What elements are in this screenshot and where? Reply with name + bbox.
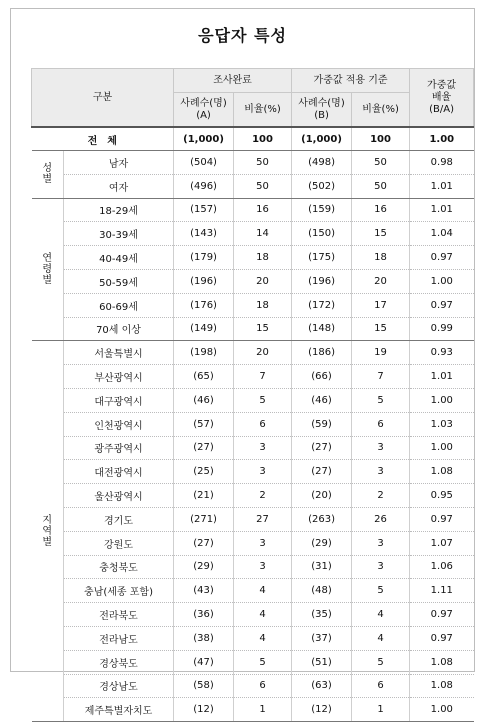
cases-a: (176) xyxy=(174,293,234,317)
table-row xyxy=(32,365,474,389)
pct-b: 26 xyxy=(352,507,410,531)
pct-b: 6 xyxy=(352,412,410,436)
pct-a: 16 xyxy=(234,198,292,222)
pct-a: 5 xyxy=(234,388,292,412)
document-frame xyxy=(10,8,475,718)
cases-b: (150) xyxy=(292,222,352,246)
table-row xyxy=(32,460,474,484)
cases-b: (196) xyxy=(292,269,352,293)
table-row xyxy=(32,388,474,412)
pct-a: 18 xyxy=(234,293,292,317)
table-row xyxy=(32,412,474,436)
pct-a: 3 xyxy=(234,436,292,460)
group-label-text: 연령별 xyxy=(42,252,53,286)
weight-ratio: 0.97 xyxy=(410,293,474,317)
table-row xyxy=(32,484,474,508)
cases-a: (271) xyxy=(174,507,234,531)
weight-ratio: 0.97 xyxy=(410,603,474,627)
cases-a: (58) xyxy=(174,674,234,698)
pct-b: 5 xyxy=(352,388,410,412)
total-row xyxy=(32,127,474,151)
weight-ratio: 0.95 xyxy=(410,484,474,508)
weight-ratio: 1.00 xyxy=(410,388,474,412)
pct-b: 19 xyxy=(352,341,410,365)
cases-b: (20) xyxy=(292,484,352,508)
pct-a: 4 xyxy=(234,626,292,650)
pct-b: 3 xyxy=(352,460,410,484)
pct-b: 5 xyxy=(352,579,410,603)
weight-ratio: 1.01 xyxy=(410,198,474,222)
row-label: 충남(세종 포함) xyxy=(64,579,174,603)
cases-b: (48) xyxy=(292,579,352,603)
header-ratio-a: 비율(%) xyxy=(234,93,292,128)
group-label xyxy=(32,341,64,722)
cases-a: (496) xyxy=(174,174,234,198)
table-row xyxy=(32,507,474,531)
table-row xyxy=(32,698,474,722)
pct-b: 20 xyxy=(352,269,410,293)
weight-ratio: 0.98 xyxy=(410,151,474,175)
pct-a: 6 xyxy=(234,412,292,436)
cases-a: (21) xyxy=(174,484,234,508)
weight-ratio: 1.00 xyxy=(410,436,474,460)
row-label: 60-69세 xyxy=(64,293,174,317)
pct-a: 4 xyxy=(234,603,292,627)
pct-b: 5 xyxy=(352,650,410,674)
row-label: 광주광역시 xyxy=(64,436,174,460)
weight-ratio: 1.00 xyxy=(410,269,474,293)
weight-ratio: 0.97 xyxy=(410,246,474,270)
cases-b: (159) xyxy=(292,198,352,222)
pct-b: 16 xyxy=(352,198,410,222)
cases-b: (27) xyxy=(292,460,352,484)
cases-b: (27) xyxy=(292,436,352,460)
table-row xyxy=(32,317,474,341)
cases-a: (27) xyxy=(174,436,234,460)
row-label: 경상남도 xyxy=(64,674,174,698)
weight-ratio: 0.99 xyxy=(410,317,474,341)
weight-ratio: 1.01 xyxy=(410,365,474,389)
total-pct-b: 100 xyxy=(352,127,410,151)
cases-b: (59) xyxy=(292,412,352,436)
weight-ratio: 1.03 xyxy=(410,412,474,436)
total-cases-a: (1,000) xyxy=(174,127,234,151)
cases-a: (36) xyxy=(174,603,234,627)
header-cases-b: 사례수(명) (B) xyxy=(292,93,352,128)
weight-ratio: 1.08 xyxy=(410,650,474,674)
row-label: 대전광역시 xyxy=(64,460,174,484)
pct-a: 1 xyxy=(234,698,292,722)
pct-a: 27 xyxy=(234,507,292,531)
row-label: 충청북도 xyxy=(64,555,174,579)
pct-b: 4 xyxy=(352,626,410,650)
cases-a: (43) xyxy=(174,579,234,603)
table-row xyxy=(32,269,474,293)
table-row xyxy=(32,555,474,579)
pct-a: 20 xyxy=(234,269,292,293)
pct-b: 3 xyxy=(352,436,410,460)
weight-ratio: 1.01 xyxy=(410,174,474,198)
row-label: 울산광역시 xyxy=(64,484,174,508)
row-label: 50-59세 xyxy=(64,269,174,293)
total-label: 전 체 xyxy=(32,127,174,151)
row-label: 30-39세 xyxy=(64,222,174,246)
cases-b: (186) xyxy=(292,341,352,365)
cases-a: (157) xyxy=(174,198,234,222)
weight-ratio: 1.00 xyxy=(410,698,474,722)
header-survey-complete: 조사완료 xyxy=(174,69,292,93)
weight-ratio: 1.04 xyxy=(410,222,474,246)
row-label: 서울특별시 xyxy=(64,341,174,365)
respondent-characteristics-table xyxy=(31,68,474,722)
cases-a: (196) xyxy=(174,269,234,293)
pct-a: 15 xyxy=(234,317,292,341)
pct-a: 6 xyxy=(234,674,292,698)
pct-a: 20 xyxy=(234,341,292,365)
pct-a: 18 xyxy=(234,246,292,270)
table-row xyxy=(32,198,474,222)
cases-a: (143) xyxy=(174,222,234,246)
cases-a: (179) xyxy=(174,246,234,270)
cases-a: (46) xyxy=(174,388,234,412)
table-row xyxy=(32,293,474,317)
row-label: 대구광역시 xyxy=(64,388,174,412)
cases-b: (175) xyxy=(292,246,352,270)
pct-a: 7 xyxy=(234,365,292,389)
pct-a: 3 xyxy=(234,531,292,555)
row-label: 강원도 xyxy=(64,531,174,555)
row-label: 인천광역시 xyxy=(64,412,174,436)
table-row xyxy=(32,603,474,627)
pct-a: 50 xyxy=(234,174,292,198)
weight-ratio: 1.07 xyxy=(410,531,474,555)
pct-b: 18 xyxy=(352,246,410,270)
document-title: 응답자 특성 xyxy=(198,26,287,45)
weight-ratio: 1.11 xyxy=(410,579,474,603)
pct-b: 4 xyxy=(352,603,410,627)
cases-b: (172) xyxy=(292,293,352,317)
total-weight-ratio: 1.00 xyxy=(410,127,474,151)
row-label: 경기도 xyxy=(64,507,174,531)
table-row xyxy=(32,174,474,198)
weight-ratio: 1.06 xyxy=(410,555,474,579)
pct-a: 2 xyxy=(234,484,292,508)
cases-a: (65) xyxy=(174,365,234,389)
cases-b: (498) xyxy=(292,151,352,175)
cases-a: (38) xyxy=(174,626,234,650)
group-label-text: 지역별 xyxy=(42,514,53,548)
table-row xyxy=(32,341,474,365)
cases-b: (263) xyxy=(292,507,352,531)
pct-a: 3 xyxy=(234,460,292,484)
cases-a: (47) xyxy=(174,650,234,674)
table-row xyxy=(32,222,474,246)
row-label: 70세 이상 xyxy=(64,317,174,341)
cases-b: (35) xyxy=(292,603,352,627)
pct-b: 15 xyxy=(352,317,410,341)
cases-a: (12) xyxy=(174,698,234,722)
header-cases-a: 사례수(명) (A) xyxy=(174,93,234,128)
cases-b: (46) xyxy=(292,388,352,412)
table-row xyxy=(32,531,474,555)
table-row xyxy=(32,650,474,674)
row-label: 경상북도 xyxy=(64,650,174,674)
cases-b: (148) xyxy=(292,317,352,341)
weight-ratio: 0.97 xyxy=(410,626,474,650)
pct-a: 3 xyxy=(234,555,292,579)
table-row xyxy=(32,579,474,603)
row-label: 40-49세 xyxy=(64,246,174,270)
table-row xyxy=(32,246,474,270)
table-row xyxy=(32,151,474,175)
header-ratio-b: 비율(%) xyxy=(352,93,410,128)
cases-b: (12) xyxy=(292,698,352,722)
row-label: 전라남도 xyxy=(64,626,174,650)
group-label-text: 성별 xyxy=(42,163,53,186)
group-label xyxy=(32,151,64,199)
cases-b: (51) xyxy=(292,650,352,674)
pct-a: 4 xyxy=(234,579,292,603)
header-weighted: 가중값 적용 기준 xyxy=(292,69,410,93)
cases-b: (31) xyxy=(292,555,352,579)
cases-b: (63) xyxy=(292,674,352,698)
total-cases-b: (1,000) xyxy=(292,127,352,151)
pct-b: 2 xyxy=(352,484,410,508)
pct-a: 5 xyxy=(234,650,292,674)
row-label: 남자 xyxy=(64,151,174,175)
header-weight-ratio: 가중값 배율 (B/A) xyxy=(410,69,474,128)
table-row xyxy=(32,626,474,650)
pct-b: 15 xyxy=(352,222,410,246)
header-category: 구분 xyxy=(32,69,174,128)
pct-a: 14 xyxy=(234,222,292,246)
cases-a: (57) xyxy=(174,412,234,436)
pct-b: 3 xyxy=(352,531,410,555)
cases-a: (198) xyxy=(174,341,234,365)
weight-ratio: 1.08 xyxy=(410,460,474,484)
weight-ratio: 0.93 xyxy=(410,341,474,365)
cases-a: (149) xyxy=(174,317,234,341)
pct-b: 3 xyxy=(352,555,410,579)
cases-a: (504) xyxy=(174,151,234,175)
row-label: 제주특별자치도 xyxy=(64,698,174,722)
total-pct-a: 100 xyxy=(234,127,292,151)
row-label: 부산광역시 xyxy=(64,365,174,389)
weight-ratio: 0.97 xyxy=(410,507,474,531)
cases-a: (27) xyxy=(174,531,234,555)
cases-b: (502) xyxy=(292,174,352,198)
table-body xyxy=(32,127,474,722)
pct-a: 50 xyxy=(234,151,292,175)
pct-b: 17 xyxy=(352,293,410,317)
cases-b: (29) xyxy=(292,531,352,555)
cases-b: (37) xyxy=(292,626,352,650)
pct-b: 50 xyxy=(352,174,410,198)
group-label xyxy=(32,198,64,341)
pct-b: 7 xyxy=(352,365,410,389)
table-row xyxy=(32,436,474,460)
cases-b: (66) xyxy=(292,365,352,389)
pct-b: 1 xyxy=(352,698,410,722)
cases-a: (25) xyxy=(174,460,234,484)
pct-b: 50 xyxy=(352,151,410,175)
row-label: 18-29세 xyxy=(64,198,174,222)
table-row xyxy=(32,674,474,698)
weight-ratio: 1.08 xyxy=(410,674,474,698)
row-label: 여자 xyxy=(64,174,174,198)
cases-a: (29) xyxy=(174,555,234,579)
row-label: 전라북도 xyxy=(64,603,174,627)
pct-b: 6 xyxy=(352,674,410,698)
